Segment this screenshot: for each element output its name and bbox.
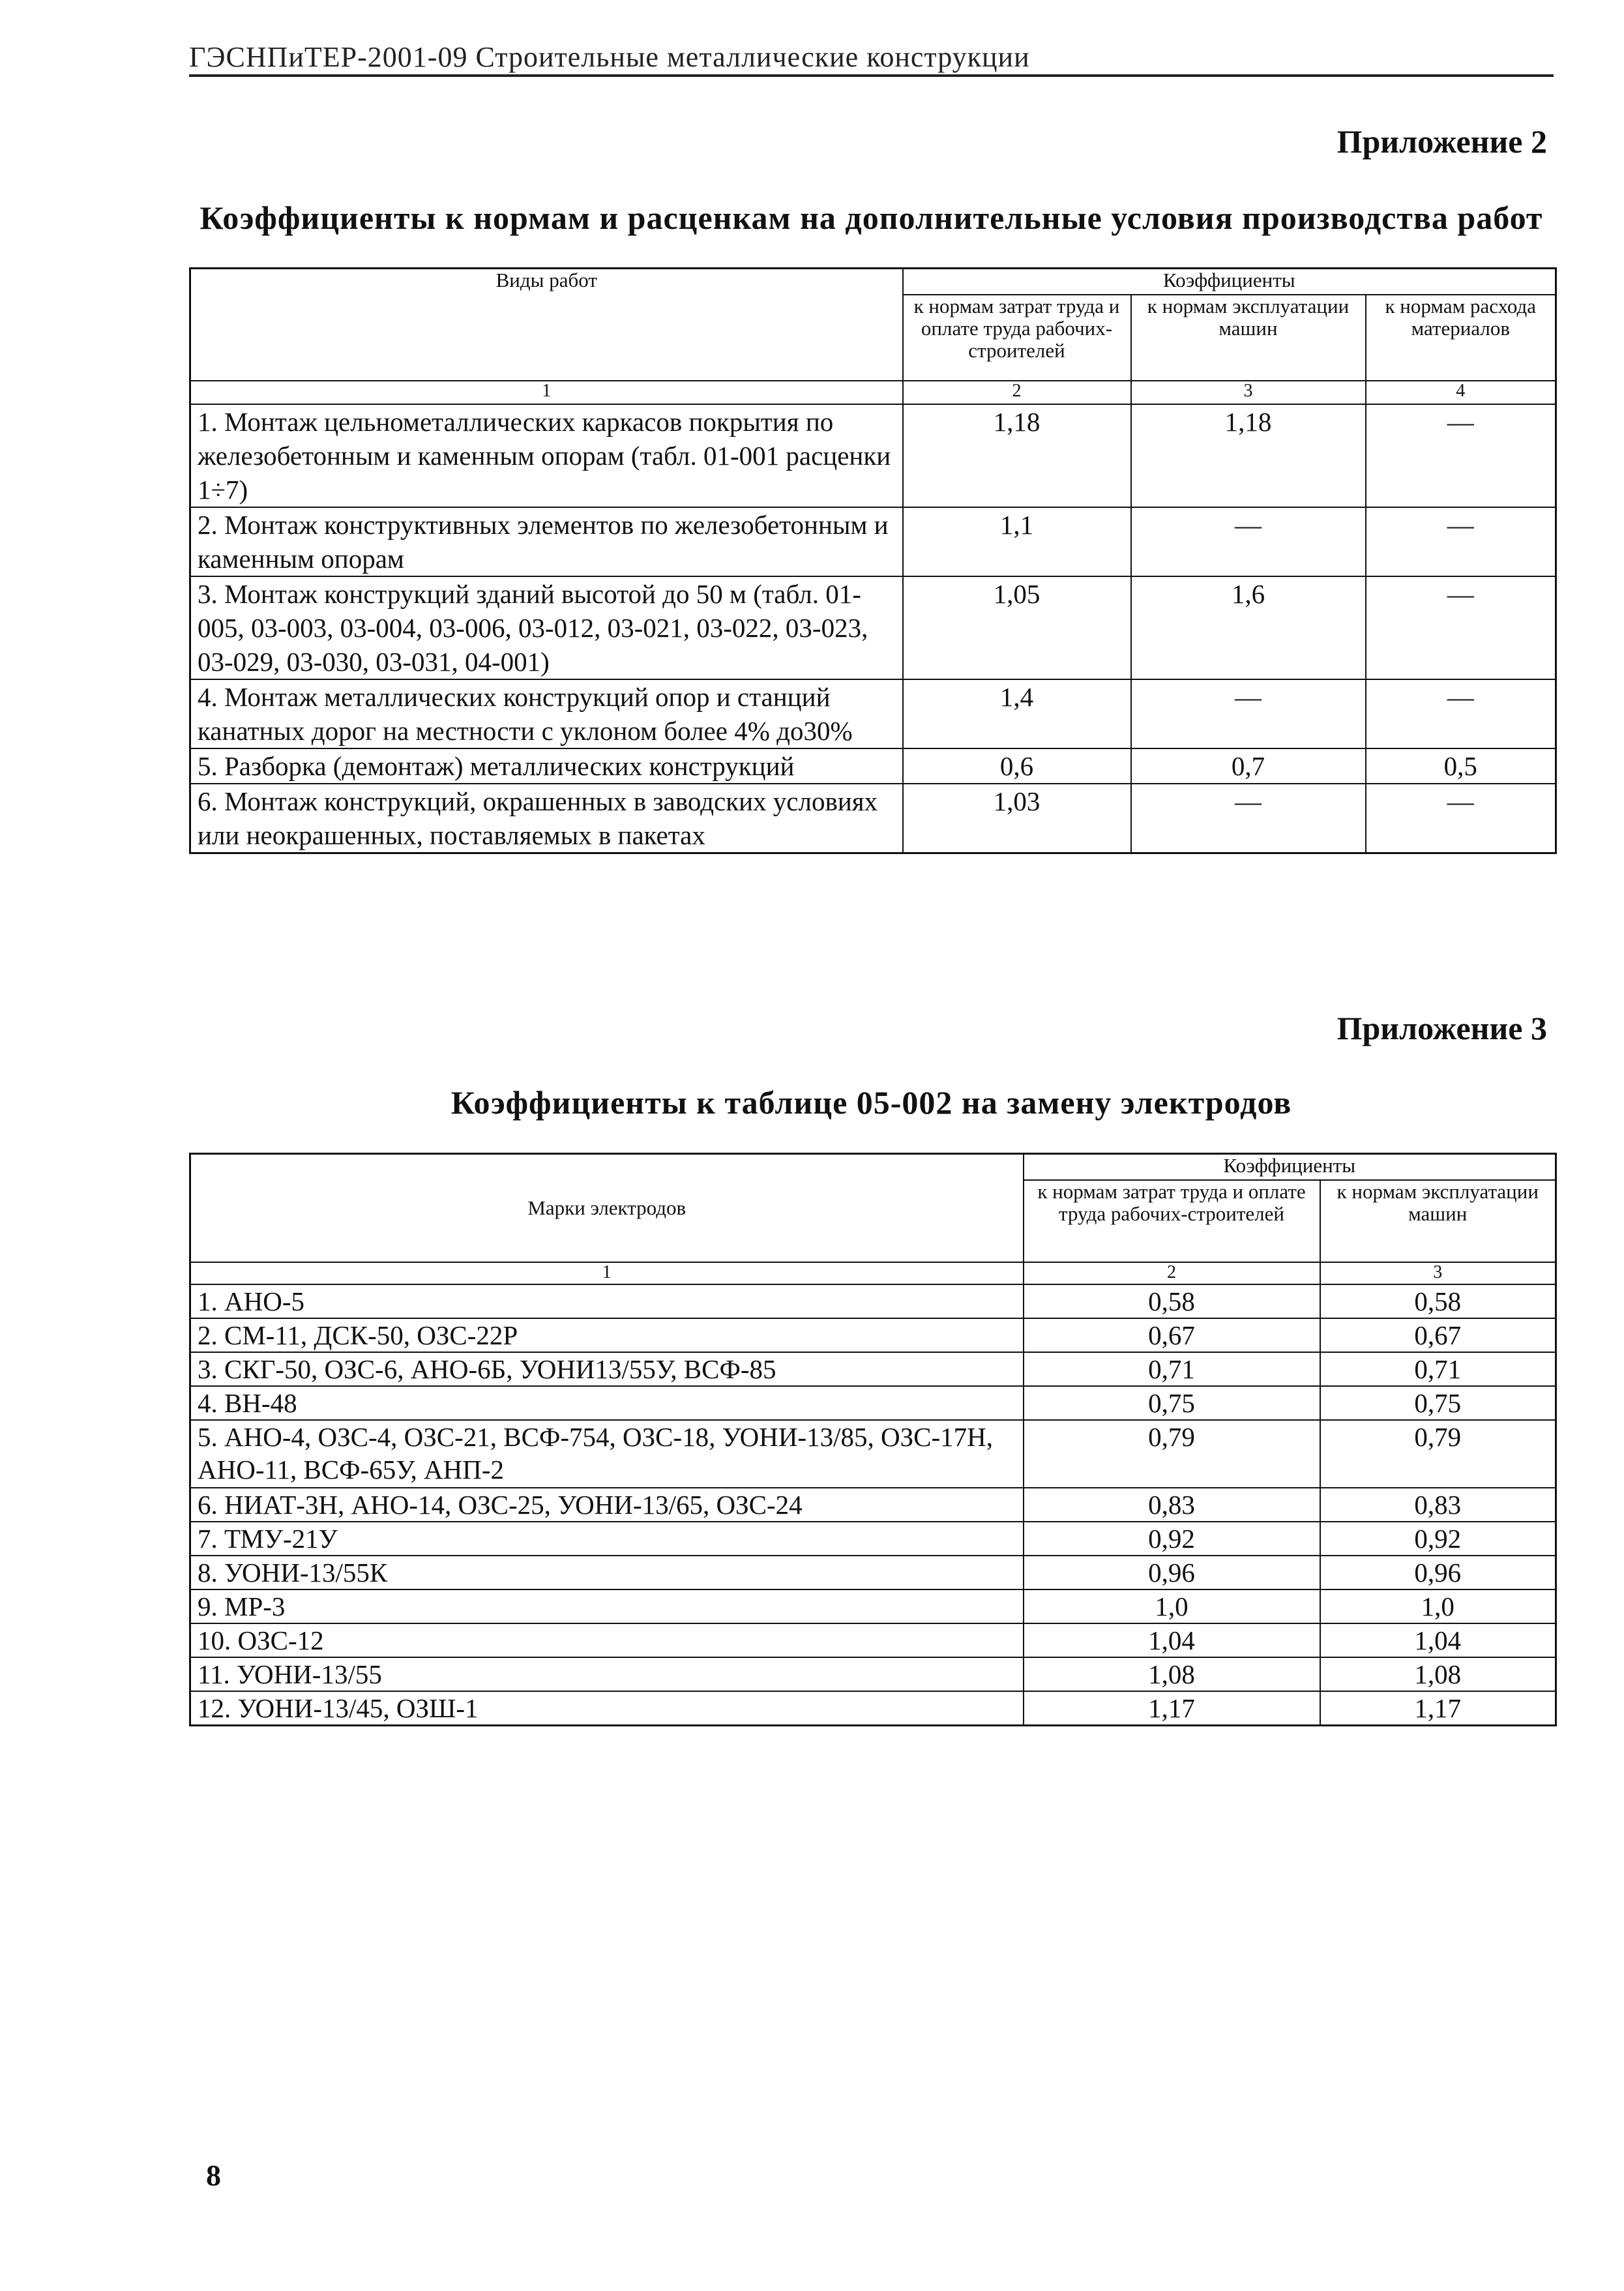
machines-coefficient: — bbox=[1131, 507, 1366, 576]
electrode-brand: 9. МР-3 bbox=[190, 1589, 1024, 1623]
materials-coefficient: — bbox=[1366, 576, 1556, 679]
electrode-brand: 5. АНО-4, ОЗС-4, ОЗС-21, ВСФ-754, ОЗС-18, УОНИ-13/85, ОЗС-17Н, АНО-11, ВСФ-65У, АНП-2 bbox=[190, 1420, 1024, 1488]
coefficients-table-work-conditions bbox=[189, 267, 1557, 854]
labor-coefficient: 0,67 bbox=[1024, 1318, 1320, 1352]
machines-coefficient: 0,75 bbox=[1320, 1386, 1556, 1420]
col-number: 1 bbox=[190, 1262, 1024, 1284]
col-number: 1 bbox=[190, 381, 903, 404]
electrode-brand: 4. ВН-48 bbox=[190, 1386, 1024, 1420]
header-divider bbox=[189, 74, 1554, 77]
table-row bbox=[190, 1488, 1556, 1522]
table-row bbox=[190, 507, 1556, 576]
table-row bbox=[190, 1657, 1556, 1691]
labor-coefficient: 1,0 bbox=[1024, 1589, 1320, 1623]
labor-coefficient: 1,4 bbox=[903, 679, 1131, 748]
machines-coefficient: — bbox=[1131, 784, 1366, 853]
work-description: 6. Монтаж конструкций, окрашенных в заводских условиях или неокрашенных, поставляемых в пакетах bbox=[190, 784, 903, 853]
col-header-materials: к нормам расхода материалов bbox=[1366, 295, 1556, 381]
labor-coefficient: 0,75 bbox=[1024, 1386, 1320, 1420]
appendix-2-title: Коэффициенты к нормам и расценкам на дополнительные условия производства работ bbox=[199, 200, 1543, 236]
labor-coefficient: 1,18 bbox=[903, 404, 1131, 507]
machines-coefficient: — bbox=[1131, 679, 1366, 748]
col-header-labor: к нормам затрат труда и оплате труда рабочих-строителей bbox=[903, 295, 1131, 381]
electrode-brand: 7. ТМУ-21У bbox=[190, 1522, 1024, 1556]
electrode-brand: 8. УОНИ-13/55К bbox=[190, 1556, 1024, 1589]
col-header-coefficients: Коэффициенты bbox=[1024, 1154, 1556, 1180]
col-header-labor: к нормам затрат труда и оплате труда рабочих-строителей bbox=[1024, 1180, 1320, 1262]
work-description: 3. Монтаж конструкций зданий высотой до 50 м (табл. 01-005, 03-003, 03-004, 03-006, 03-012, 03-021, 03-022, 03-023, 03-029, 03-030, 03-031, 04-001) bbox=[190, 576, 903, 679]
appendix-2-label: Приложение 2 bbox=[1336, 123, 1547, 160]
materials-coefficient: — bbox=[1366, 784, 1556, 853]
table-row bbox=[190, 1318, 1556, 1352]
table-row bbox=[190, 784, 1556, 853]
labor-coefficient: 1,08 bbox=[1024, 1657, 1320, 1691]
machines-coefficient: 1,08 bbox=[1320, 1657, 1556, 1691]
materials-coefficient: — bbox=[1366, 507, 1556, 576]
machines-coefficient: 1,17 bbox=[1320, 1691, 1556, 1726]
machines-coefficient: 1,04 bbox=[1320, 1623, 1556, 1657]
running-header: ГЭСНПиТЕР-2001-09 Строительные металлические конструкции bbox=[189, 41, 1030, 73]
table-row bbox=[190, 1284, 1556, 1318]
table-row bbox=[190, 1386, 1556, 1420]
labor-coefficient: 0,71 bbox=[1024, 1352, 1320, 1386]
machines-coefficient: 1,0 bbox=[1320, 1589, 1556, 1623]
machines-coefficient: 0,83 bbox=[1320, 1488, 1556, 1522]
coefficients-table-electrodes bbox=[189, 1153, 1557, 1726]
machines-coefficient: 0,92 bbox=[1320, 1522, 1556, 1556]
electrode-brand: 11. УОНИ-13/55 bbox=[190, 1657, 1024, 1691]
table-row bbox=[190, 679, 1556, 748]
work-description: 5. Разборка (демонтаж) металлических конструкций bbox=[190, 748, 903, 784]
machines-coefficient: 0,7 bbox=[1131, 748, 1366, 784]
col-header-coefficients: Коэффициенты bbox=[903, 269, 1556, 295]
electrode-brand: 6. НИАТ-3Н, АНО-14, ОЗС-25, УОНИ-13/65, ОЗС-24 bbox=[190, 1488, 1024, 1522]
electrode-brand: 10. ОЗС-12 bbox=[190, 1623, 1024, 1657]
appendix-3-title: Коэффициенты к таблице 05-002 на замену электродов bbox=[450, 1084, 1292, 1121]
machines-coefficient: 0,71 bbox=[1320, 1352, 1556, 1386]
table-row bbox=[190, 1623, 1556, 1657]
machines-coefficient: 1,6 bbox=[1131, 576, 1366, 679]
table-row bbox=[190, 1352, 1556, 1386]
labor-coefficient: 1,17 bbox=[1024, 1691, 1320, 1726]
work-description: 1. Монтаж цельнометаллических каркасов покрытия по железобетонным и каменным опорам (табл. 01-001 расценки 1÷7) bbox=[190, 404, 903, 507]
machines-coefficient: 0,58 bbox=[1320, 1284, 1556, 1318]
electrode-brand: 12. УОНИ-13/45, ОЗШ-1 bbox=[190, 1691, 1024, 1726]
labor-coefficient: 1,03 bbox=[903, 784, 1131, 853]
labor-coefficient: 1,1 bbox=[903, 507, 1131, 576]
electrode-brand: 2. СМ-11, ДСК-50, ОЗС-22Р bbox=[190, 1318, 1024, 1352]
table-row bbox=[190, 1522, 1556, 1556]
labor-coefficient: 1,04 bbox=[1024, 1623, 1320, 1657]
labor-coefficient: 0,96 bbox=[1024, 1556, 1320, 1589]
work-description: 2. Монтаж конструктивных элементов по железобетонным и каменным опорам bbox=[190, 507, 903, 576]
page-number: 8 bbox=[206, 2159, 221, 2192]
labor-coefficient: 0,83 bbox=[1024, 1488, 1320, 1522]
col-header-machines: к нормам эксплуатации машин bbox=[1320, 1180, 1556, 1262]
appendix-3-label: Приложение 3 bbox=[1336, 1010, 1547, 1046]
electrode-brand: 1. АНО-5 bbox=[190, 1284, 1024, 1318]
machines-coefficient: 1,18 bbox=[1131, 404, 1366, 507]
col-number: 2 bbox=[903, 381, 1131, 404]
table-row bbox=[190, 404, 1556, 507]
col-header-work: Виды работ bbox=[190, 269, 903, 381]
machines-coefficient: 0,96 bbox=[1320, 1556, 1556, 1589]
labor-coefficient: 0,58 bbox=[1024, 1284, 1320, 1318]
table-row bbox=[190, 1691, 1556, 1726]
col-number: 3 bbox=[1131, 381, 1366, 404]
labor-coefficient: 0,6 bbox=[903, 748, 1131, 784]
table-row bbox=[190, 748, 1556, 784]
electrode-brand: 3. СКГ-50, ОЗС-6, АНО-6Б, УОНИ13/55У, ВСФ-85 bbox=[190, 1352, 1024, 1386]
labor-coefficient: 1,05 bbox=[903, 576, 1131, 679]
col-number: 3 bbox=[1320, 1262, 1556, 1284]
table-row bbox=[190, 576, 1556, 679]
labor-coefficient: 0,79 bbox=[1024, 1420, 1320, 1488]
table-row bbox=[190, 1420, 1556, 1488]
col-header-brand: Марки электродов bbox=[190, 1154, 1024, 1262]
materials-coefficient: 0,5 bbox=[1366, 748, 1556, 784]
table-row bbox=[190, 1556, 1556, 1589]
machines-coefficient: 0,67 bbox=[1320, 1318, 1556, 1352]
machines-coefficient: 0,79 bbox=[1320, 1420, 1556, 1488]
work-description: 4. Монтаж металлических конструкций опор и станций канатных дорог на местности с уклоном более 4% до30% bbox=[190, 679, 903, 748]
materials-coefficient: — bbox=[1366, 679, 1556, 748]
col-header-machines: к нормам эксплуатации машин bbox=[1131, 295, 1366, 381]
col-number: 2 bbox=[1024, 1262, 1320, 1284]
table-row bbox=[190, 1589, 1556, 1623]
labor-coefficient: 0,92 bbox=[1024, 1522, 1320, 1556]
materials-coefficient: — bbox=[1366, 404, 1556, 507]
col-number: 4 bbox=[1366, 381, 1556, 404]
